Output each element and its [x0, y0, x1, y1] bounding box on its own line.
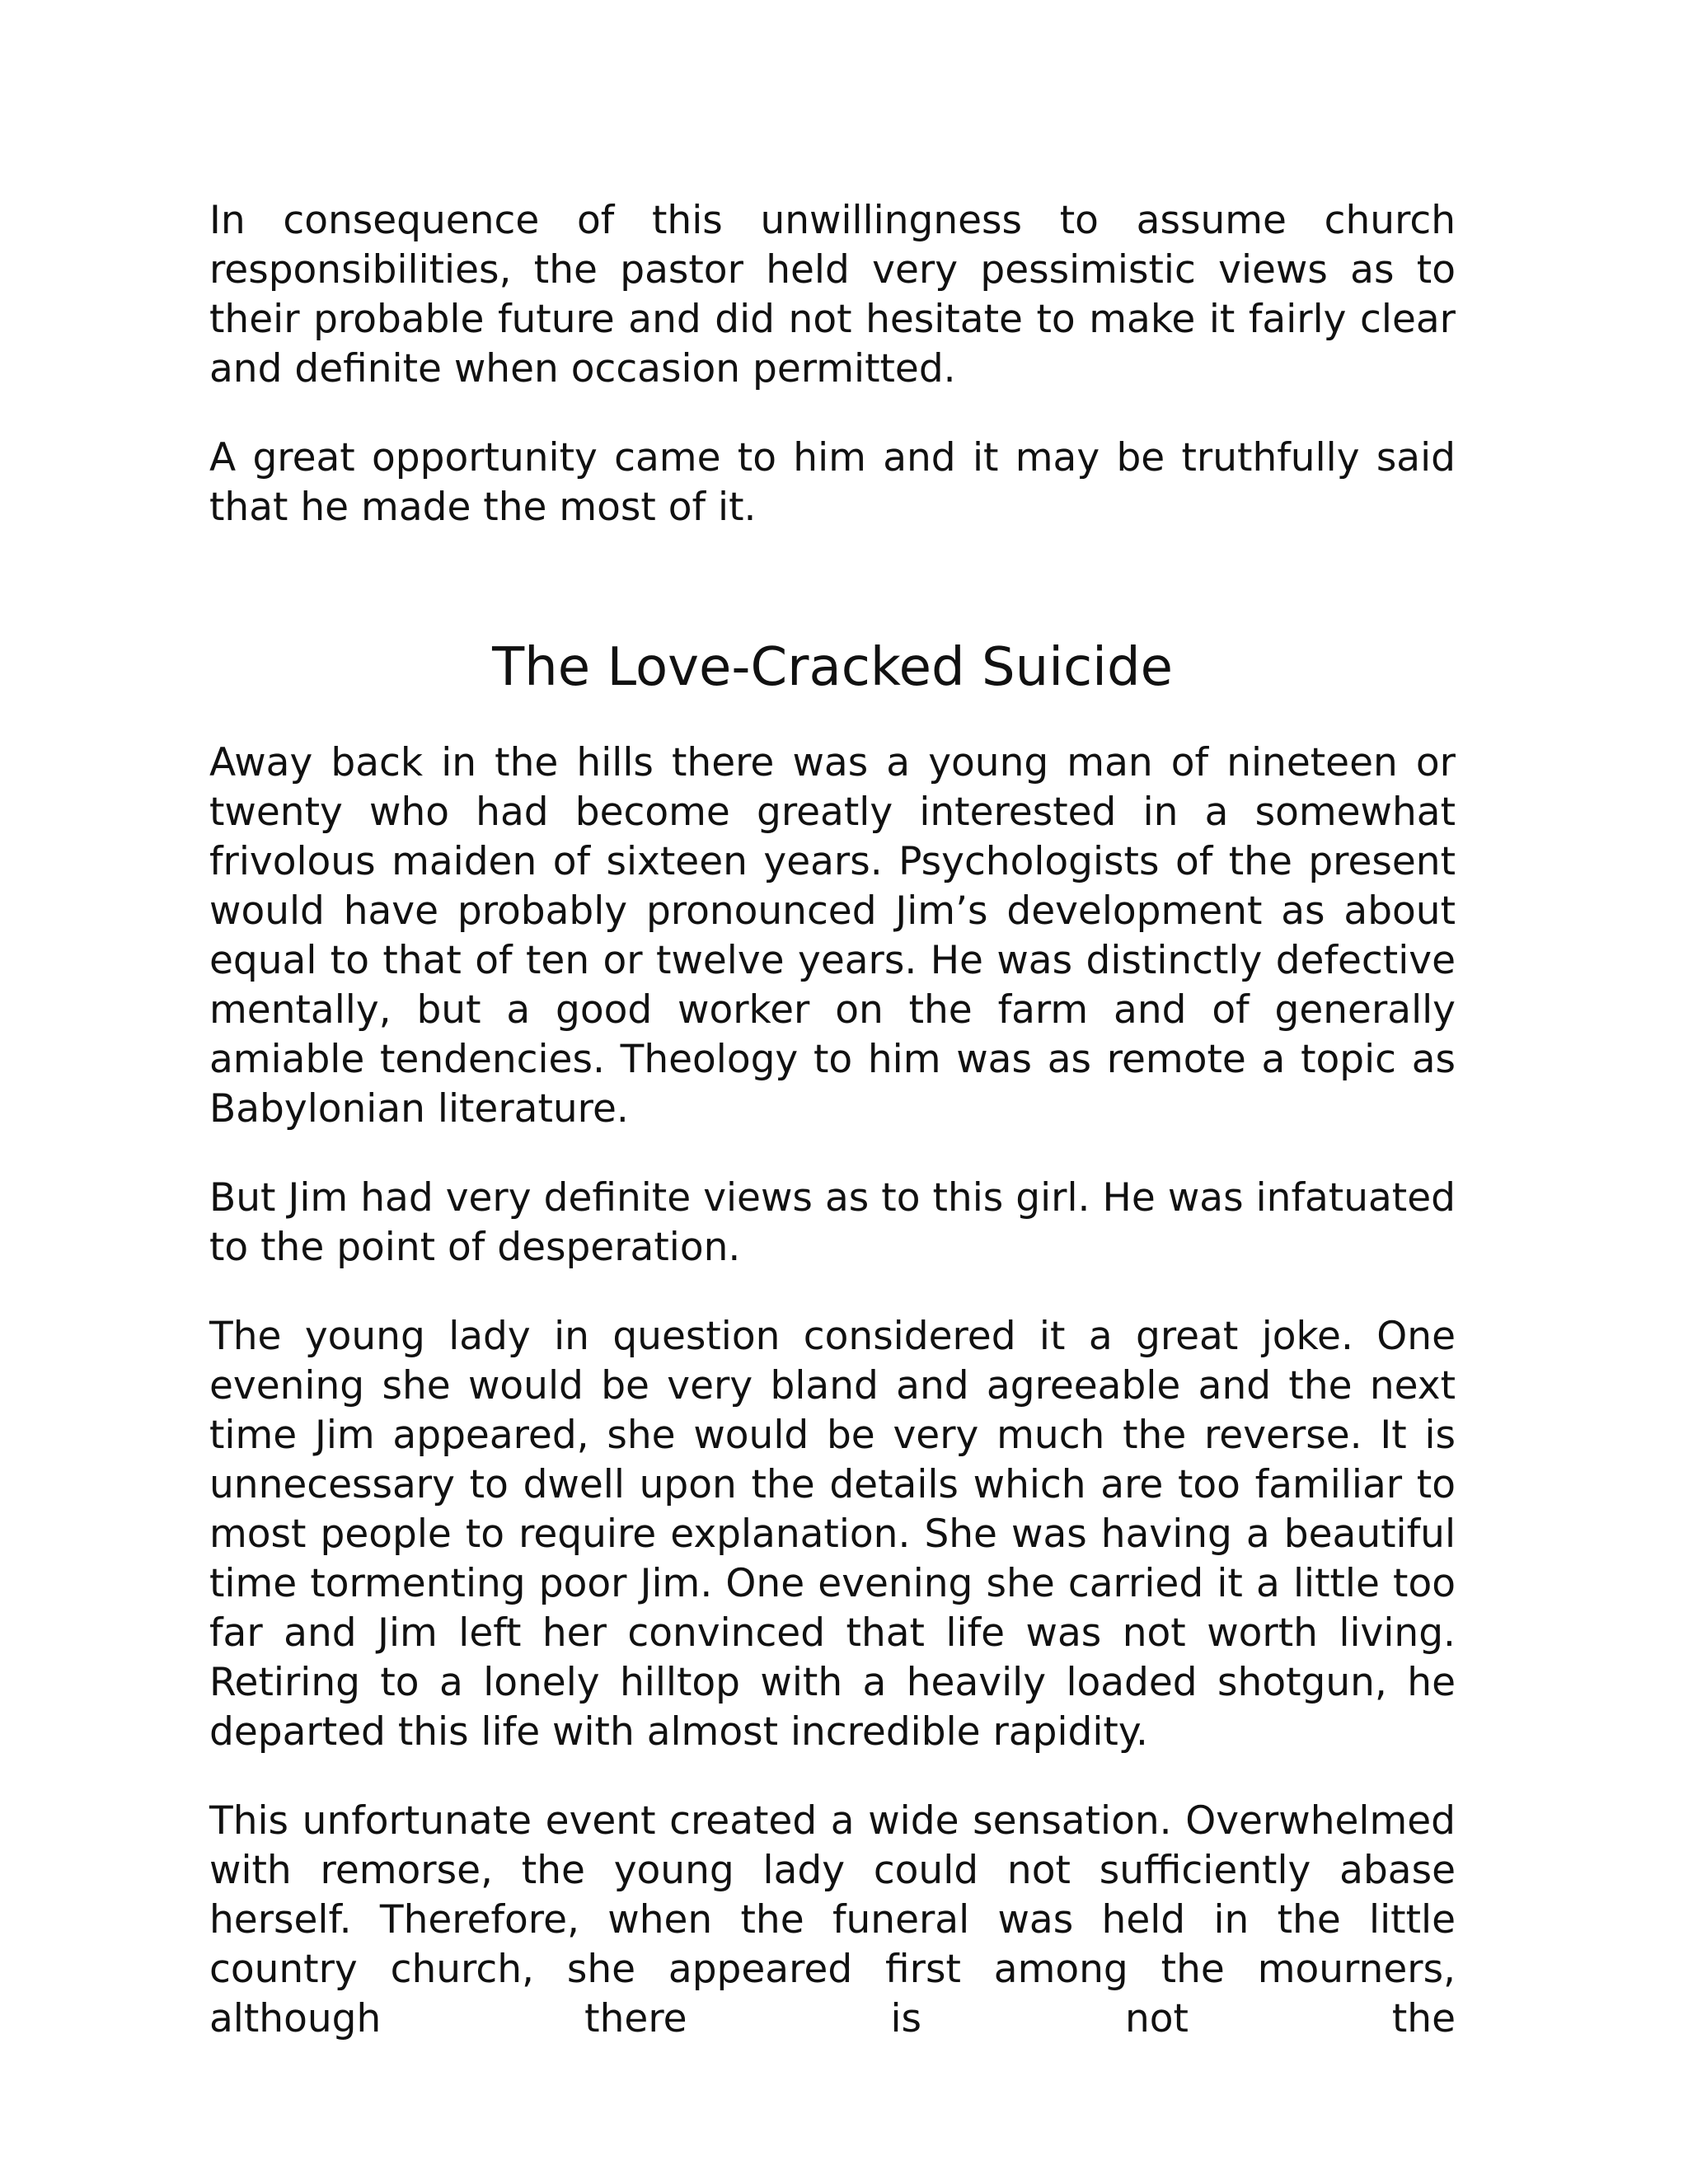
paragraph: A great opportunity came to him and it may be truthfully said that he made the most of it.	[209, 435, 1456, 530]
paragraph: But Jim had very definite views as to this girl. He was infatuated to the point of desperation.	[209, 1175, 1456, 1270]
paragraph: Away back in the hills there was a young man of nineteen or twenty who had become greatly interested in a somewhat frivolous maiden of sixteen years. Psychologists of the present would have probably pronounced Jim’s development as about equal to that of ten or twelve years. He was distinctly defective mentally, but a good worker on the farm and of generally amiable tendencies. Theology to him was as remote a topic as Babylonian literature.	[209, 740, 1456, 1132]
paragraph: The young lady in question considered it a great joke. One evening she would be very bland and agreeable and the next time Jim appeared, she would be very much the reverse. It is unnecessary to dwell upon the details which are too familiar to most people to require explanation. She was having a beautiful time tormenting poor Jim. One evening she carried it a little too far and Jim left her convinced that life was not worth living. Retiring to a lonely hilltop with a heavily loaded shotgun, he departed this life with almost incredible rapidity.	[209, 1314, 1456, 1755]
paragraph: In consequence of this unwillingness to assume church responsibilities, the pastor held very pessimistic views as to their probable future and did not hesitate to make it fairly clear and definite when occasion permitted.	[209, 198, 1456, 391]
page-body	[209, 196, 1456, 2083]
paragraph-continued: This unfortunate event created a wide sensation. Overwhelmed with remorse, the young lady could not sufficiently abase herself. Therefore, when the funeral was held in the little country church, she appeared first among the mourners, although there is not the	[209, 1798, 1456, 2041]
section-heading: The Love-Cracked Suicide	[492, 637, 1173, 698]
